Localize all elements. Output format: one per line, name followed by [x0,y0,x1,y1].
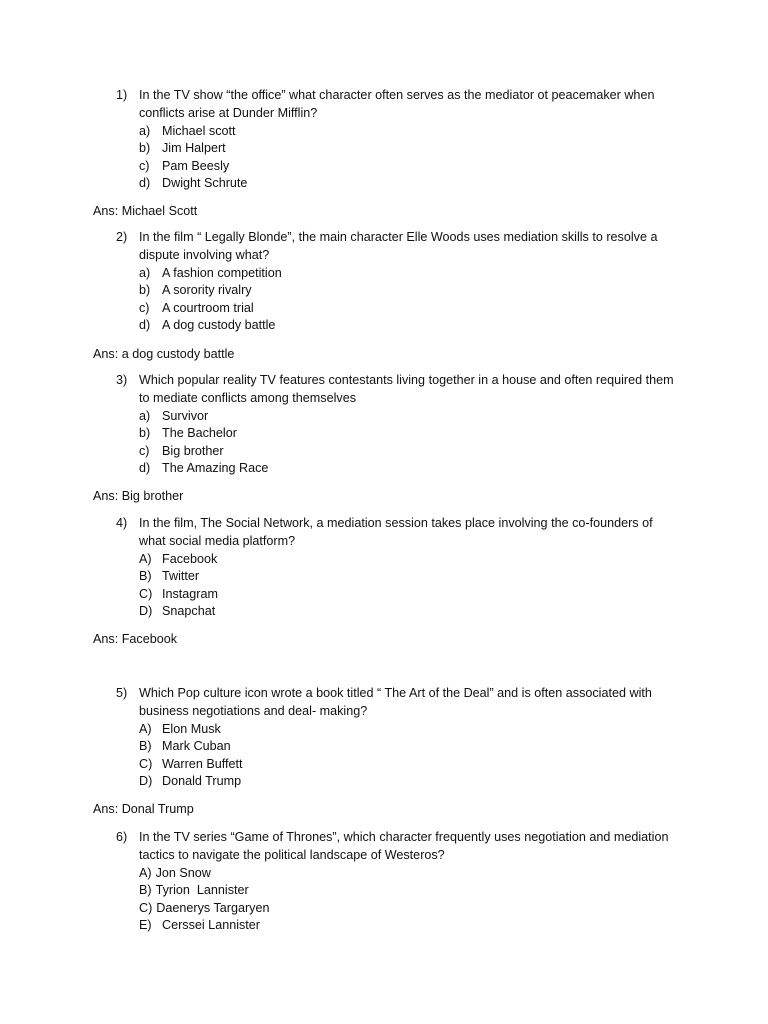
option [139,721,676,739]
option-letter: c) [139,443,150,458]
option-letter: a) [139,408,151,423]
option-text: Dwight Schrute [162,176,248,191]
question-text: In the TV series “Game of Thrones”, which character frequently uses negotiation and mediation tactics to navigate the political landscape of Westeros? [139,830,669,862]
question-text: Which popular reality TV features contestants living together in a house and often required them to mediate conflicts among themselves [139,373,674,405]
option [139,300,676,318]
option [139,123,676,141]
option-letter: B) [139,739,152,754]
option-text: A dog custody battle [162,318,276,333]
question-1 [116,87,676,193]
option-text: Donald Trump [162,774,242,789]
options-list [139,551,676,621]
option [139,568,676,586]
option [139,175,676,193]
option-text: Snapchat [162,604,216,619]
option-letter: A) [139,865,152,880]
option [139,317,676,335]
option [139,265,676,283]
option-text: The Bachelor [162,426,237,441]
option [139,882,676,900]
option [139,460,676,478]
option-text: A courtroom trial [162,300,254,315]
question-2 [116,229,676,335]
question-number: 1) [116,88,128,102]
option [139,282,676,300]
options-list [139,265,676,335]
option-letter: C) [139,756,153,771]
option-text: Jim Halpert [162,141,226,156]
option-letter: d) [139,176,151,191]
option [139,586,676,604]
question-text: In the film, The Social Network, a mediation session takes place involving the co-founders of what social media platform? [139,516,653,548]
option-text: The Amazing Race [162,461,269,476]
option-text: Big brother [162,443,224,458]
question-number: 2) [116,230,128,244]
option-letter: B) [139,883,152,898]
options-list [139,721,676,791]
option [139,865,676,883]
question-number: 4) [116,516,128,530]
option [139,140,676,158]
option-text: A sorority rivalry [162,283,252,298]
option-text: Survivor [162,408,209,423]
option [139,443,676,461]
option-text: Warren Buffett [162,756,243,771]
option [139,603,676,621]
option-letter: b) [139,426,151,441]
option-text: Pam Beesly [162,158,230,173]
option-letter: d) [139,318,151,333]
option [139,917,676,935]
question-4 [116,515,676,621]
option-letter: a) [139,265,151,280]
option-letter: B) [139,569,152,584]
question-number: 3) [116,373,128,387]
options-list [139,123,676,193]
option-letter: C) [139,900,153,915]
option-letter: C) [139,586,153,601]
option [139,773,676,791]
option-text: Mark Cuban [162,739,231,754]
options-list [139,408,676,478]
question-6 [116,829,676,935]
option [139,738,676,756]
option-letter: D) [139,774,153,789]
option [139,756,676,774]
option [139,900,676,918]
option-text: Michael scott [162,123,236,138]
option-text: A fashion competition [162,265,282,280]
option-text: Twitter [162,569,200,584]
question-text: In the TV show “the office” what character often serves as the mediator ot peacemaker when conflicts arise at Dunder Mifflin? [139,88,655,120]
option-text: Jon Snow [155,865,211,880]
option [139,408,676,426]
question-number: 6) [116,830,128,844]
option-text: Facebook [162,551,218,566]
answer-3: Ans: Big brother [93,489,184,503]
option [139,551,676,569]
answer-5: Ans: Donal Trump [93,802,194,816]
answer-1: Ans: Michael Scott [93,204,198,218]
question-text: In the film “ Legally Blonde”, the main character Elle Woods uses mediation skills to resolve a dispute involving what? [139,230,658,262]
option-text: Tyrion Lannister [155,883,249,898]
option-letter: d) [139,461,151,476]
option-text: Cerssei Lannister [162,918,260,933]
option-letter: a) [139,123,151,138]
option-letter: E) [139,918,152,933]
option-letter: c) [139,158,150,173]
answer-2: Ans: a dog custody battle [93,347,235,361]
option-text: Daenerys Targaryen [156,900,270,915]
option-letter: c) [139,300,150,315]
answer-4: Ans: Facebook [93,632,178,646]
option-letter: A) [139,551,152,566]
question-3 [116,372,676,478]
option-letter: D) [139,604,153,619]
option [139,425,676,443]
question-5 [116,685,676,791]
option-text: Elon Musk [162,721,221,736]
option [139,158,676,176]
question-number: 5) [116,686,128,700]
option-letter: b) [139,141,151,156]
option-letter: A) [139,721,152,736]
option-letter: b) [139,283,151,298]
question-text: Which Pop culture icon wrote a book titled “ The Art of the Deal” and is often associated with business negotiations and deal- making? [139,686,652,718]
option-text: Instagram [162,586,218,601]
options-list [139,865,676,935]
